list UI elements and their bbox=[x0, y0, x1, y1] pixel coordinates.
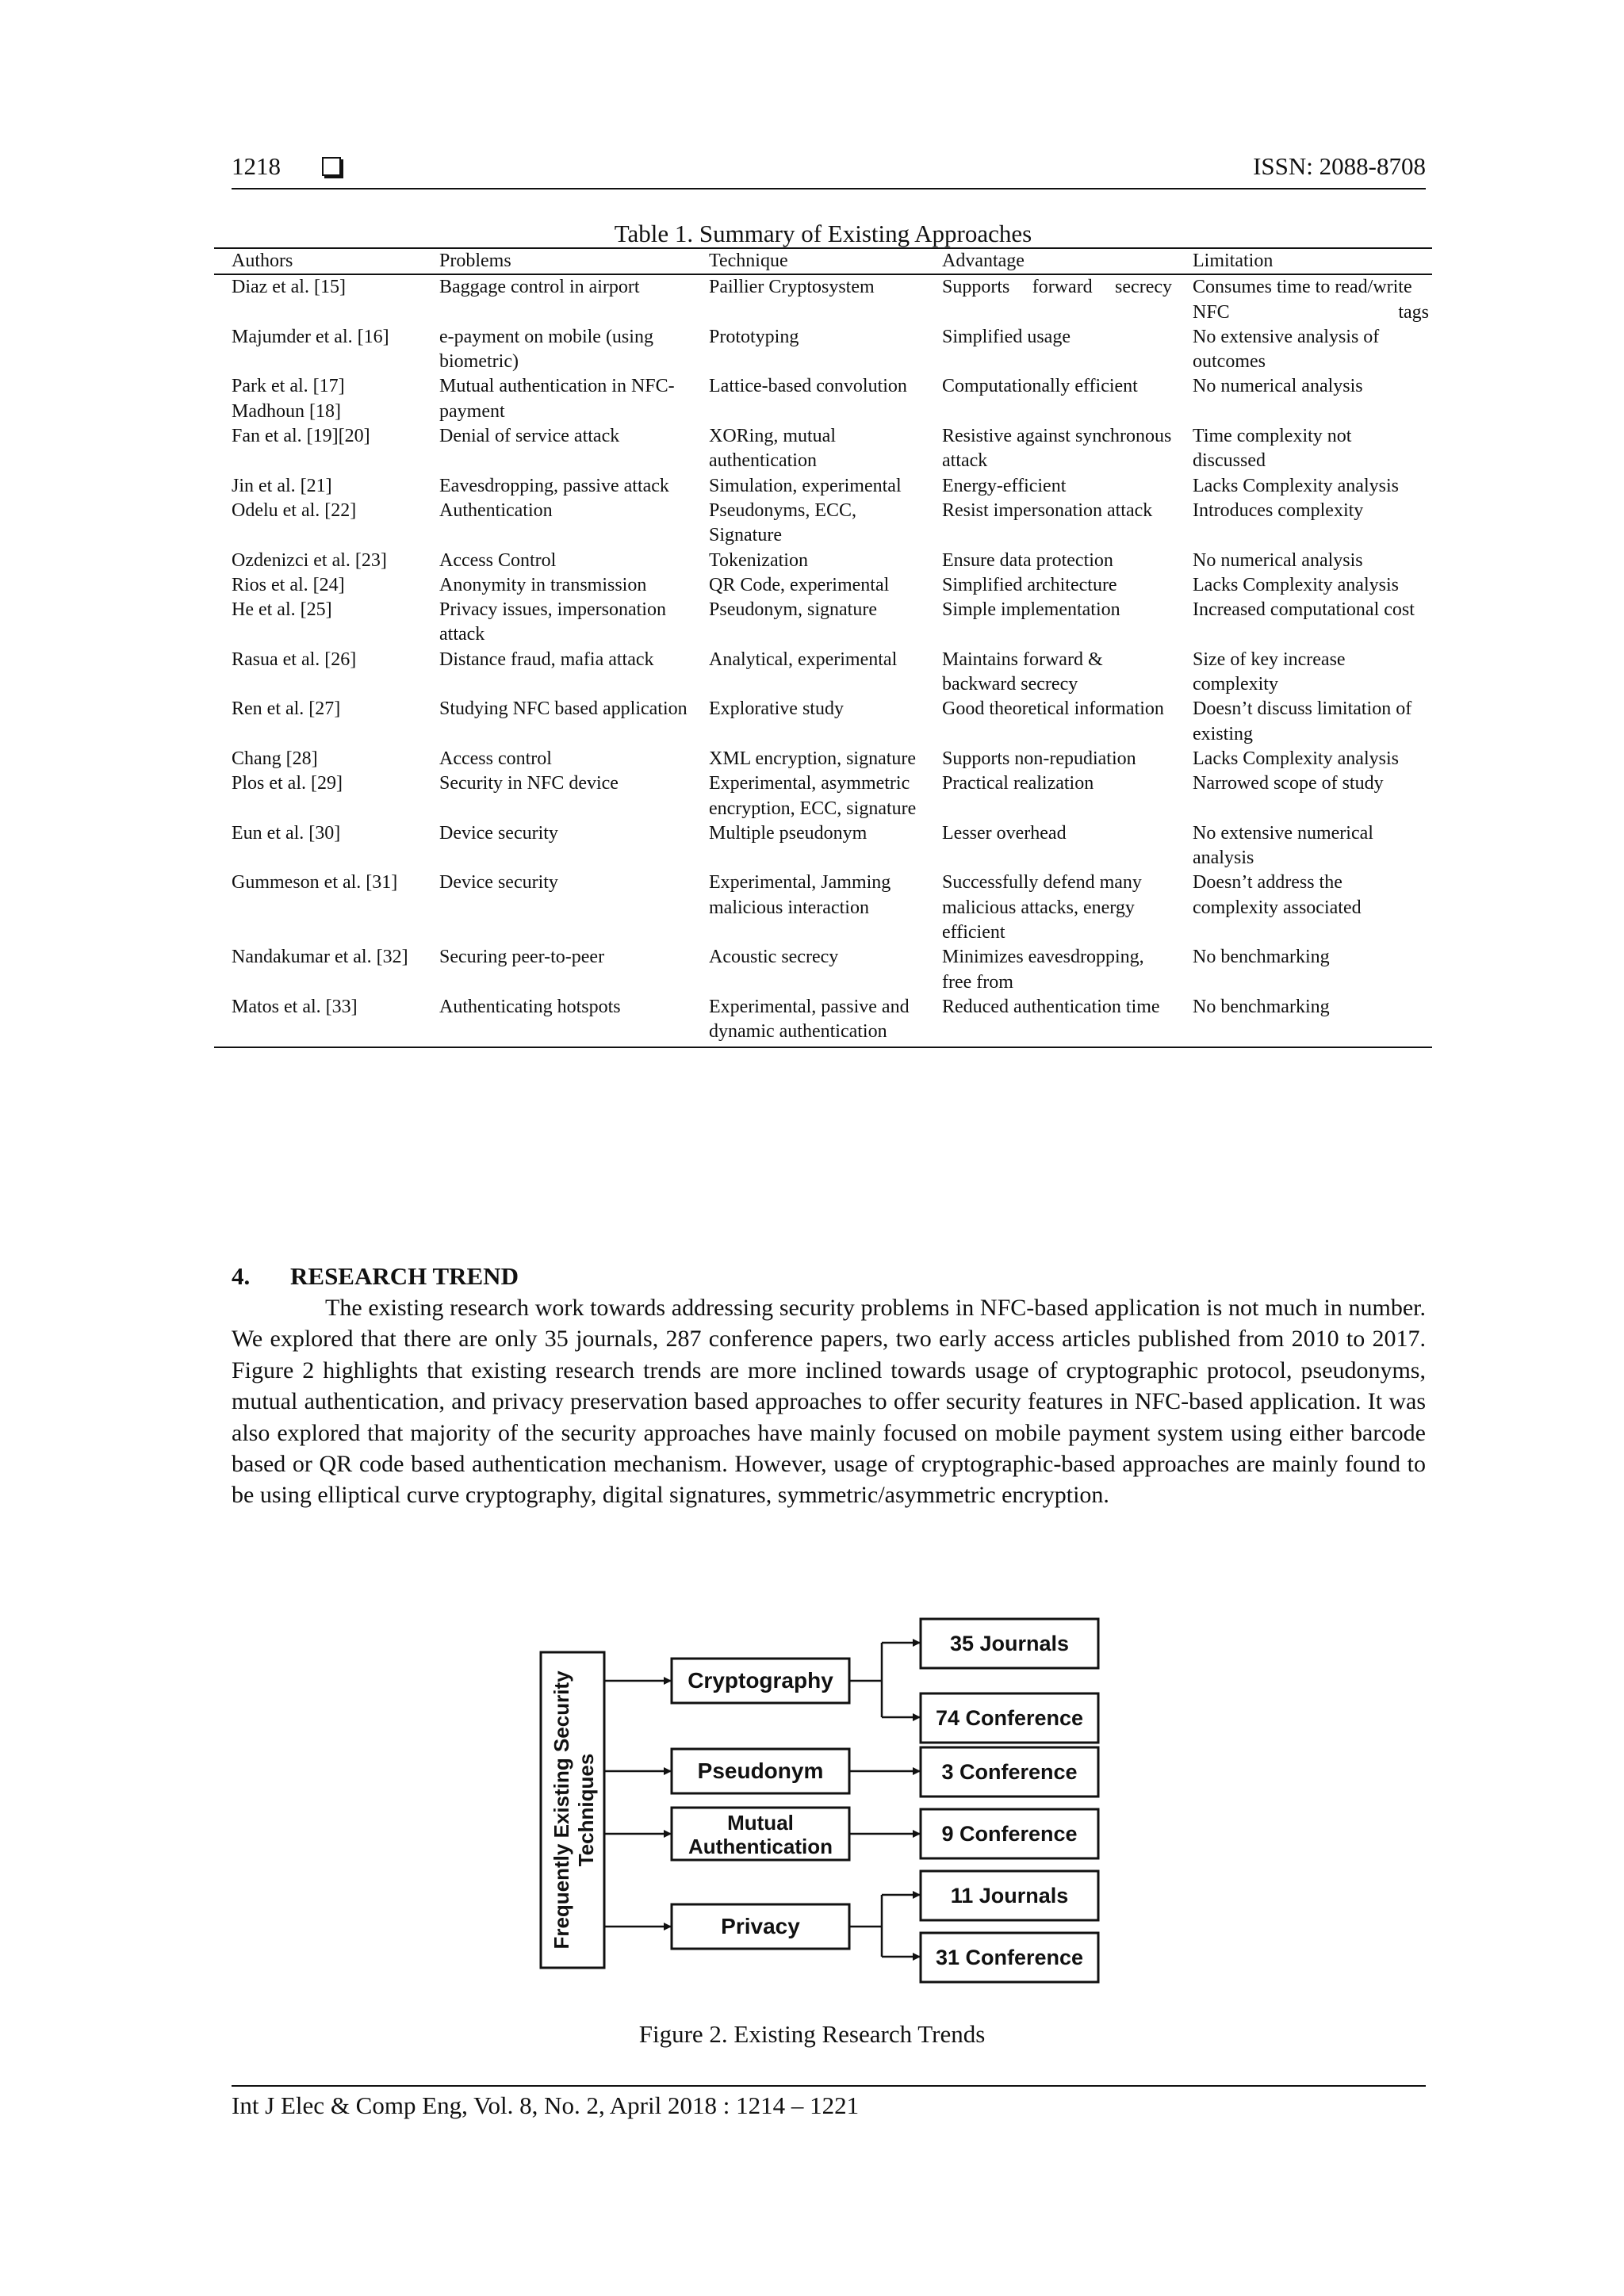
table-cell: Size of key increase complexity bbox=[1193, 649, 1346, 695]
issn: ISSN: 2088-8708 bbox=[1253, 152, 1426, 180]
table-cell: No extensive analysis of outcomes bbox=[1193, 326, 1380, 373]
table-cell: He et al. [25] bbox=[232, 599, 332, 621]
table-cell: Gummeson et al. [31] bbox=[232, 872, 398, 894]
table-row bbox=[214, 549, 1432, 573]
table-cell: e-payment on mobile (using biometric) bbox=[439, 326, 653, 373]
page-footer bbox=[232, 2085, 1426, 2120]
table-cell: Ren et al. [27] bbox=[232, 698, 341, 720]
table-cell: Majumder et al. [16] bbox=[232, 326, 389, 347]
table-cell: Device security bbox=[439, 822, 558, 844]
table-cell: Authenticating hotspots bbox=[422, 995, 691, 1047]
table-cell: Nandakumar et al. [32] bbox=[232, 947, 408, 968]
count-label: 31 Conference bbox=[935, 1946, 1084, 1969]
table-cell: Explorative study bbox=[709, 698, 844, 720]
table-cell: Lacks Complexity analysis bbox=[1193, 475, 1399, 496]
table-cell: Simple implementation bbox=[942, 599, 1120, 621]
count-label: 11 Journals bbox=[950, 1884, 1069, 1908]
table-cell: Computationally efficient bbox=[942, 376, 1138, 397]
table-cell: Consumes time to read/write NFC tags bbox=[1193, 277, 1429, 323]
table-cell: Rasua et al. [26] bbox=[232, 649, 357, 670]
root-connectors bbox=[604, 1681, 671, 1927]
table-cell: XORing, mutual authentication bbox=[709, 426, 836, 472]
table-cell: Analytical, experimental bbox=[709, 649, 898, 670]
summary-table-block bbox=[214, 219, 1432, 1048]
count-label: 3 Conference bbox=[941, 1760, 1078, 1784]
table-cell: Jin et al. [21] bbox=[232, 475, 332, 496]
header-rule bbox=[232, 188, 1426, 189]
table-cell: Eun et al. [30] bbox=[232, 822, 341, 844]
table-cell: Baggage control in airport bbox=[439, 277, 640, 298]
table-row bbox=[214, 697, 1432, 747]
table-row bbox=[214, 648, 1432, 698]
column-header: Advantage bbox=[925, 248, 1175, 274]
table-cell: Authentication bbox=[439, 499, 553, 521]
page-header bbox=[232, 152, 1426, 193]
table-cell: Eavesdropping, passive attack bbox=[439, 475, 669, 496]
count-label: 35 Journals bbox=[949, 1632, 1070, 1655]
table-row bbox=[214, 274, 1432, 325]
table-cell: Studying NFC based application bbox=[439, 698, 688, 720]
table-cell: XML encryption, signature bbox=[709, 748, 917, 769]
table-cell: Good theoretical information bbox=[942, 698, 1164, 720]
table-cell: Minimizes eavesdropping, free from bbox=[942, 947, 1144, 993]
count-connectors bbox=[849, 1643, 920, 1957]
table-cell: Park et al. [17] Madhoun [18] bbox=[232, 376, 345, 422]
root-label-line1: Frequently Existing Security bbox=[550, 1670, 573, 1950]
table-cell: Paillier Cryptosystem bbox=[709, 277, 875, 298]
pseudonym-label: Pseudonym bbox=[697, 1758, 824, 1783]
table-cell: Chang [28] bbox=[232, 748, 318, 769]
table-caption: Table 1. Summary of Existing Approaches bbox=[614, 220, 1032, 247]
table-row bbox=[214, 821, 1432, 871]
table-cell: Successfully defend many malicious attacks, energy efficient bbox=[942, 872, 1142, 943]
table-row bbox=[214, 945, 1432, 995]
table-cell: Pseudonyms, ECC, Signature bbox=[709, 499, 857, 546]
column-header: Limitation bbox=[1175, 248, 1432, 274]
table-cell: Supports non-repudiation bbox=[942, 748, 1136, 769]
footer-citation: Int J Elec & Comp Eng, Vol. 8, No. 2, April 2018 : 1214 – 1221 bbox=[232, 2091, 860, 2119]
table-cell: Resistive against synchronous attack bbox=[942, 426, 1172, 472]
table-cell: No numerical analysis bbox=[1193, 376, 1363, 397]
table-row bbox=[214, 474, 1432, 499]
table-cell: No benchmarking bbox=[1193, 947, 1330, 968]
table-row bbox=[214, 871, 1432, 945]
table-cell: Fan et al. [19][20] bbox=[232, 426, 370, 447]
table-cell: No benchmarking bbox=[1175, 995, 1432, 1047]
table-cell: Experimental, asymmetric encryption, ECC, signature bbox=[709, 773, 917, 819]
table-cell: Security in NFC device bbox=[439, 773, 619, 794]
section-number: 4. bbox=[232, 1262, 251, 1290]
table-cell: Prototyping bbox=[709, 326, 799, 347]
root-label-line2: Techniques bbox=[574, 1753, 598, 1867]
table-cell: Doesn’t address the complexity associated bbox=[1193, 872, 1362, 918]
page-number: 1218 bbox=[232, 152, 281, 180]
table-cell: Securing peer-to-peer bbox=[439, 947, 605, 968]
table-cell: Increased computational cost bbox=[1193, 599, 1415, 621]
table-cell: Energy-efficient bbox=[942, 475, 1067, 496]
table-cell: Privacy issues, impersonation attack bbox=[439, 599, 666, 645]
count-label: 9 Conference bbox=[941, 1822, 1078, 1846]
table-cell: Odelu et al. [22] bbox=[232, 499, 357, 521]
research-trend-section bbox=[232, 1261, 1426, 1511]
table-cell: No extensive numerical analysis bbox=[1193, 822, 1373, 869]
column-header: Technique bbox=[691, 248, 925, 274]
table-cell: Lesser overhead bbox=[942, 822, 1067, 844]
table-cell: Ozdenizci et al. [23] bbox=[232, 549, 387, 571]
research-trends-figure bbox=[539, 1601, 1126, 1998]
table-cell: Access Control bbox=[439, 549, 557, 571]
table-cell: QR Code, experimental bbox=[709, 574, 890, 595]
table-cell: Introduces complexity bbox=[1193, 499, 1364, 521]
table-cell: Doesn’t discuss limitation of existing bbox=[1193, 698, 1412, 744]
table-cell: Lacks Complexity analysis bbox=[1193, 748, 1399, 769]
table-cell: Distance fraud, mafia attack bbox=[439, 649, 654, 670]
table-cell: Device security bbox=[439, 872, 558, 894]
authentication-label: Authentication bbox=[688, 1835, 833, 1858]
table-cell: Reduced authentication time bbox=[925, 995, 1175, 1047]
table-cell: No numerical analysis bbox=[1193, 549, 1363, 571]
table-cell: Pseudonym, signature bbox=[709, 599, 877, 621]
table-cell: Plos et al. [29] bbox=[232, 773, 343, 794]
table-cell: Experimental, passive and dynamic authentication bbox=[691, 995, 925, 1047]
table-cell: Denial of service attack bbox=[439, 426, 620, 447]
mutual-label: Mutual bbox=[727, 1811, 794, 1835]
section-heading bbox=[232, 1261, 1426, 1292]
table-cell: Experimental, Jamming malicious interaction bbox=[709, 872, 891, 918]
table-cell: Supports forward secrecy bbox=[942, 277, 1172, 298]
table-cell: Maintains forward & backward secrecy bbox=[942, 649, 1103, 695]
count-label: 74 Conference bbox=[935, 1706, 1084, 1730]
table-cell: Diaz et al. [15] bbox=[232, 277, 346, 298]
table-row bbox=[214, 747, 1432, 771]
table-cell: Simplified architecture bbox=[942, 574, 1117, 595]
section-title: RESEARCH TREND bbox=[290, 1262, 519, 1290]
table-cell: Matos et al. [33] bbox=[214, 995, 422, 1047]
square-bullet-icon bbox=[322, 157, 341, 176]
table-row bbox=[214, 424, 1432, 474]
table-cell: Resist impersonation attack bbox=[942, 499, 1153, 521]
table-cell: Access control bbox=[439, 748, 552, 769]
table-row bbox=[214, 598, 1432, 648]
table-cell: Anonymity in transmission bbox=[439, 574, 647, 595]
footer-rule bbox=[232, 2085, 1426, 2087]
table-cell: Mutual authentication in NFC-payment bbox=[439, 376, 675, 422]
summary-table bbox=[214, 247, 1432, 1048]
table-cell: Acoustic secrecy bbox=[709, 947, 839, 968]
table-row bbox=[214, 995, 1432, 1047]
table-cell: Ensure data protection bbox=[942, 549, 1113, 571]
column-header: Authors bbox=[214, 248, 422, 274]
cryptography-label: Cryptography bbox=[688, 1668, 833, 1693]
table-cell: Tokenization bbox=[709, 549, 808, 571]
table-cell: Rios et al. [24] bbox=[232, 574, 345, 595]
figure-caption: Figure 2. Existing Research Trends bbox=[638, 2020, 986, 2048]
table-cell: Multiple pseudonym bbox=[709, 822, 868, 844]
table-cell: Simulation, experimental bbox=[709, 475, 902, 496]
table-row bbox=[214, 499, 1432, 549]
figure-diagram bbox=[539, 1601, 1126, 1998]
table-cell: Simplified usage bbox=[942, 326, 1071, 347]
table-cell: Lattice-based convolution bbox=[709, 376, 907, 397]
table-cell: Time complexity not discussed bbox=[1193, 426, 1352, 472]
table-row bbox=[214, 771, 1432, 821]
section-paragraph: The existing research work towards addressing security problems in NFC-based application is not much in number. We explored that there are only 35 journals, 287 conference papers, two early access articles published from 2010 to 2017. Figure 2 highlights that existing research trends are more inclined towards usage of cryptographic protocol, pseudonyms, mutual authentication, and privacy preservation based approaches to offer security features in NFC-based application. It was also explored that majority of the security approaches have mainly focused on mobile payment system using either barcode based or QR code based authentication mechanism. However, usage of cryptographic-based approaches are mainly found to be using elliptical curve cryptography, digital signatures, symmetric/asymmetric encryption. bbox=[232, 1295, 1426, 1509]
privacy-label: Privacy bbox=[721, 1914, 800, 1938]
table-row bbox=[214, 573, 1432, 598]
column-header: Problems bbox=[422, 248, 691, 274]
table-cell: Practical realization bbox=[942, 773, 1094, 794]
table-row bbox=[214, 325, 1432, 375]
table-cell: Lacks Complexity analysis bbox=[1193, 574, 1399, 595]
table-cell: Narrowed scope of study bbox=[1193, 773, 1384, 794]
table-header-row bbox=[214, 248, 1432, 274]
table-row bbox=[214, 374, 1432, 424]
